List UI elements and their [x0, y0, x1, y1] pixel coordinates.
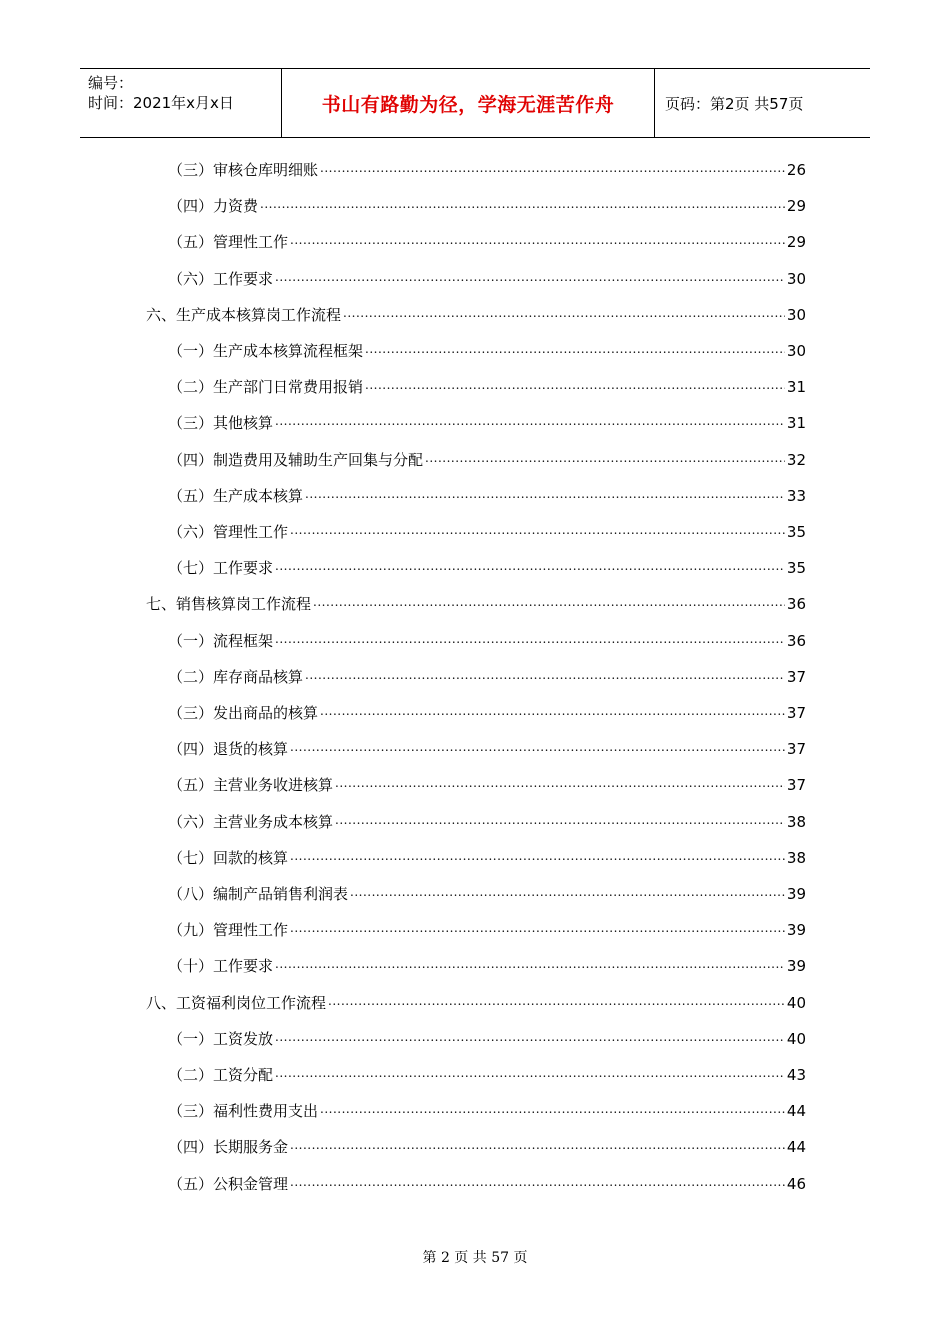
toc-entry[interactable] [168, 1129, 806, 1165]
toc-entry[interactable] [146, 586, 806, 622]
toc-entry-page-number: 29 [786, 233, 806, 252]
toc-entry-title: （三）福利性费用支出 [168, 1102, 319, 1121]
toc-entry-title: （二）工资分配 [168, 1066, 274, 1084]
toc-entry-page-number: 26 [786, 161, 806, 179]
toc-entry-title: （五）生产成本核算 [168, 486, 304, 505]
toc-dot-leader [275, 413, 785, 433]
toc-dot-leader [313, 594, 785, 614]
time-label: 时间：2021年x月x日 [88, 94, 234, 112]
toc-dot-leader [350, 884, 785, 904]
toc-entry-page-number: 39 [786, 921, 806, 940]
toc-dot-leader [290, 920, 785, 940]
toc-entry-page-number: 44 [786, 1138, 806, 1157]
page-info-cell [655, 69, 870, 137]
toc-entry[interactable] [168, 804, 806, 840]
toc-dot-leader [320, 703, 785, 723]
toc-entry-page-number: 36 [786, 631, 806, 650]
page-info-text: 页码：第2页 共57页 [665, 94, 804, 113]
toc-entry-page-number: 36 [786, 595, 806, 614]
toc-entry[interactable] [168, 1166, 806, 1202]
toc-entry-title: （八）编制产品销售利润表 [168, 885, 349, 903]
toc-entry-title: 六、生产成本核算岗工作流程 [146, 305, 342, 324]
toc-entry-page-number: 43 [786, 1066, 806, 1084]
toc-entry-title: （四）长期服务金 [168, 1138, 289, 1157]
toc-entry[interactable] [168, 623, 806, 659]
toc-entry-title: （三）发出商品的核算 [168, 704, 319, 722]
toc-dot-leader [320, 1101, 785, 1121]
toc-entry[interactable] [168, 659, 806, 695]
toc-dot-leader [305, 667, 785, 687]
toc-entry-page-number: 31 [786, 414, 806, 433]
toc-entry[interactable] [168, 912, 806, 948]
toc-entry[interactable] [168, 840, 806, 876]
footer-page-number: 第 2 页 共 57 页 [422, 1250, 528, 1266]
toc-entry-title: （一）流程框架 [168, 631, 274, 650]
toc-entry-page-number: 37 [786, 740, 806, 759]
toc-dot-leader [260, 196, 785, 216]
toc-dot-leader [335, 775, 785, 795]
toc-dot-leader [290, 1174, 785, 1194]
toc-entry-title: （九）管理性工作 [168, 921, 289, 940]
toc-entry[interactable] [146, 297, 806, 333]
toc-entry-page-number: 32 [786, 450, 806, 469]
toc-entry-title: （四）退货的核算 [168, 740, 289, 759]
toc-entry-page-number: 38 [786, 848, 806, 867]
toc-entry-page-number: 38 [786, 812, 806, 831]
toc-entry[interactable] [168, 478, 806, 514]
toc-entry-title: （四）制造费用及辅助生产回集与分配 [168, 450, 424, 469]
toc-dot-leader [275, 631, 785, 651]
toc-entry-page-number: 37 [786, 776, 806, 795]
toc-entry-page-number: 33 [786, 486, 806, 505]
toc-dot-leader [290, 1137, 785, 1157]
toc-entry-page-number: 37 [786, 667, 806, 686]
toc-entry-page-number: 44 [786, 1102, 806, 1121]
document-header [80, 68, 870, 138]
toc-entry-title: （六）主营业务成本核算 [168, 812, 334, 831]
toc-entry[interactable] [168, 550, 806, 586]
toc-entry-page-number: 40 [786, 993, 806, 1012]
toc-entry-title: （四）力资费 [168, 197, 259, 216]
toc-entry-title: （六）工作要求 [168, 269, 274, 288]
toc-dot-leader [275, 1065, 785, 1085]
toc-dot-leader [328, 993, 785, 1013]
toc-entry[interactable] [168, 261, 806, 297]
toc-entry[interactable] [168, 1021, 806, 1057]
toc-entry-title: （七）回款的核算 [168, 848, 289, 867]
header-meta-cell [80, 69, 282, 137]
toc-dot-leader [343, 305, 785, 325]
toc-entry-title: （六）管理性工作 [168, 523, 289, 541]
toc-entry-title: （一）工资发放 [168, 1029, 274, 1048]
toc-dot-leader [335, 812, 785, 832]
toc-entry[interactable] [168, 695, 806, 731]
toc-entry-page-number: 35 [786, 523, 806, 541]
toc-dot-leader [290, 848, 785, 868]
toc-entry-page-number: 31 [786, 378, 806, 397]
toc-dot-leader [365, 341, 785, 361]
toc-entry-page-number: 39 [786, 885, 806, 903]
toc-entry[interactable] [168, 876, 806, 912]
toc-entry[interactable] [168, 442, 806, 478]
toc-entry[interactable] [168, 333, 806, 369]
toc-entry[interactable] [168, 188, 806, 224]
toc-entry-title: （五）公积金管理 [168, 1174, 289, 1193]
toc-entry-title: 八、工资福利岗位工作流程 [146, 993, 327, 1012]
toc-dot-leader [290, 232, 785, 252]
motto-text: 书山有路勤为径，学海无涯苦作舟 [321, 93, 615, 116]
toc-dot-leader [365, 377, 785, 397]
toc-entry-page-number: 37 [786, 704, 806, 722]
toc-entry-page-number: 35 [786, 559, 806, 578]
toc-dot-leader [275, 269, 785, 289]
toc-entry[interactable] [168, 224, 806, 260]
toc-entry[interactable] [168, 731, 806, 767]
toc-entry-page-number: 46 [786, 1174, 806, 1193]
toc-entry-page-number: 39 [786, 957, 806, 976]
toc-entry-title: （五）主营业务收进核算 [168, 776, 334, 795]
toc-entry[interactable] [168, 948, 806, 984]
toc-entry[interactable] [168, 767, 806, 803]
toc-entry-title: 七、销售核算岗工作流程 [146, 595, 312, 614]
number-label: 编号： [88, 74, 134, 92]
toc-entry-title: （三）其他核算 [168, 414, 274, 433]
toc-dot-leader [290, 739, 785, 759]
toc-dot-leader [290, 522, 785, 542]
toc-entry-title: （七）工作要求 [168, 559, 274, 578]
toc-entry-page-number: 30 [786, 305, 806, 324]
toc-entry-title: （三）审核仓库明细账 [168, 161, 319, 179]
toc-dot-leader [320, 160, 785, 180]
toc-entry-page-number: 29 [786, 197, 806, 216]
toc-entry-title: （十）工作要求 [168, 957, 274, 976]
toc-entry-title: （五）管理性工作 [168, 233, 289, 252]
toc-entry[interactable] [146, 985, 806, 1021]
toc-dot-leader [275, 1029, 785, 1049]
toc-entry[interactable] [168, 514, 806, 550]
toc-entry[interactable] [168, 152, 806, 188]
motto-cell [282, 69, 655, 137]
toc-entry-page-number: 40 [786, 1029, 806, 1048]
toc-dot-leader [425, 450, 785, 470]
toc-dot-leader [275, 956, 785, 976]
toc-entry[interactable] [168, 1057, 806, 1093]
page-footer [0, 1247, 950, 1267]
toc-dot-leader [275, 558, 785, 578]
toc-entry-page-number: 30 [786, 342, 806, 360]
toc-entry[interactable] [168, 405, 806, 441]
toc-dot-leader [305, 486, 785, 506]
toc-entry-title: （一）生产成本核算流程框架 [168, 342, 364, 360]
toc-entry-title: （二）生产部门日常费用报销 [168, 378, 364, 397]
toc-entry[interactable] [168, 1093, 806, 1129]
toc-entry[interactable] [168, 369, 806, 405]
toc-entry-page-number: 30 [786, 269, 806, 288]
toc-entry-title: （二）库存商品核算 [168, 667, 304, 686]
